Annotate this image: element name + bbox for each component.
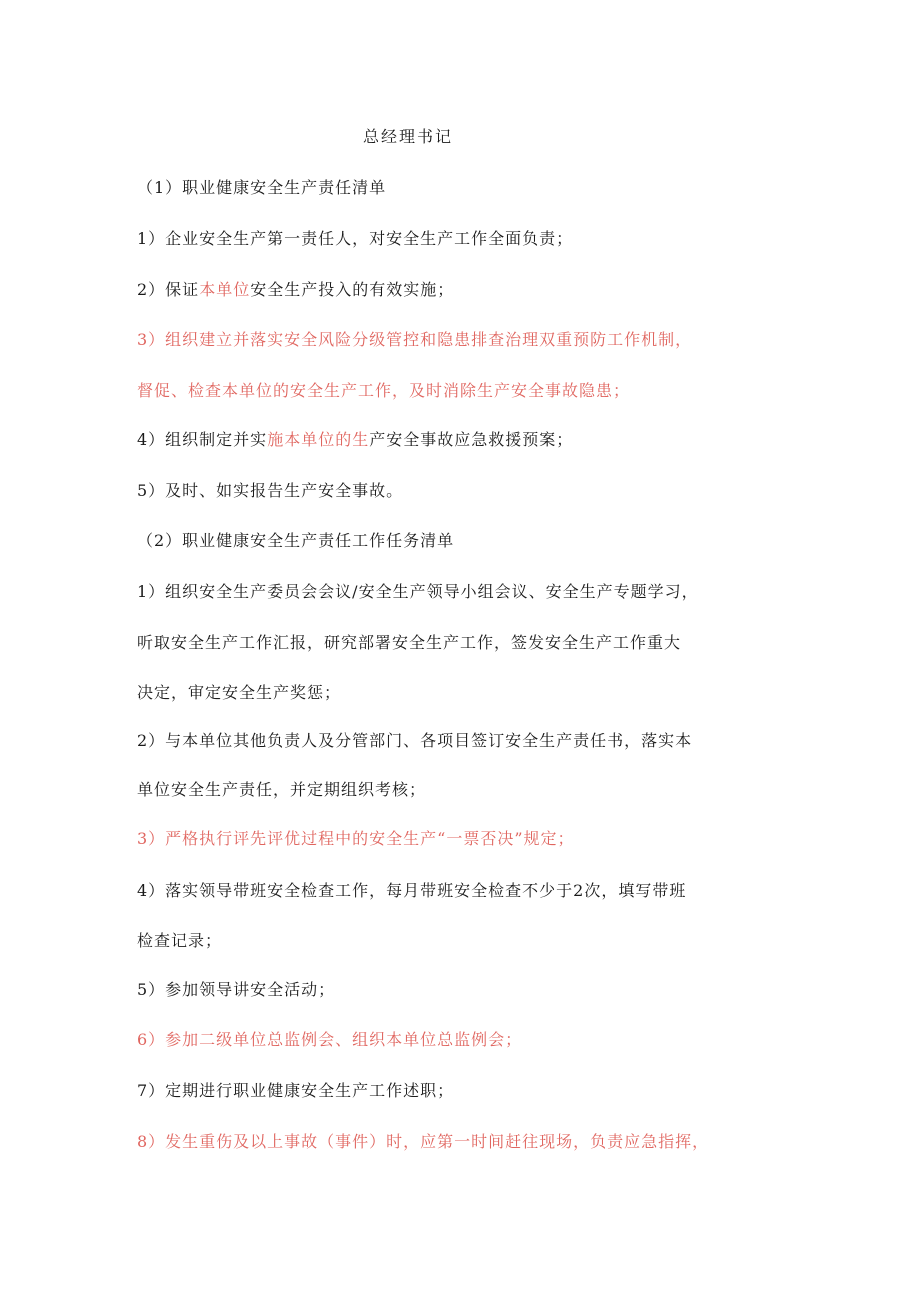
section2-item2-line2: 单位安全生产责任，并定期组织考核； [137,780,427,799]
page-title: 总经理书记 [362,127,453,146]
section2-heading: （2）职业健康安全生产责任工作任务清单 [137,531,455,550]
section2-item1-line1: 1）组织安全生产委员会会议/安全生产领导小组会议、安全生产专题学习， [137,582,699,601]
section1-item2-highlight: 本单位 [199,280,251,299]
section1-item4-prefix: 4）组织制定并实 [137,430,268,449]
section2-item1-line3: 决定，审定安全生产奖惩； [137,683,342,702]
section1-item4-suffix: 产安全事故应急救援预案； [369,430,574,449]
section2-item4-line1: 4）落实领导带班安全检查工作，每月带班安全检查不少于2次，填写带班 [137,881,687,900]
section1-item5: 5）及时、如实报告生产安全事故。 [137,481,404,500]
section2-item5: 5）参加领导讲安全活动； [137,980,336,999]
section2-item2-line1: 2）与本单位其他负责人及分管部门、各项目签订安全生产责任书，落实本 [137,731,693,750]
section2-item6: 6）参加二级单位总监例会、组织本单位总监例会； [137,1030,523,1049]
section1-item4 [137,430,573,450]
section2-item3: 3）严格执行评先评优过程中的安全生产“一票否决”规定； [137,829,575,848]
section1-item2 [137,280,454,300]
section1-item3-line2: 督促、检查本单位的安全生产工作，及时消除生产安全事故隐患； [137,381,631,400]
section1-item1: 1）企业安全生产第一责任人，对安全生产工作全面负责； [137,229,574,248]
section1-item4-highlight: 施本单位的生 [267,430,370,449]
section2-item4-line2: 检查记录； [137,931,223,950]
section1-item3-line1: 3）组织建立并落实安全风险分级管控和隐患排查治理双重预防工作机制， [137,330,693,349]
section2-item1-line2: 听取安全生产工作汇报，研究部署安全生产工作，签发安全生产工作重大 [137,633,682,652]
section1-item2-prefix: 2）保证 [137,280,200,299]
section1-heading: （1）职业健康安全生产责任清单 [137,178,387,197]
section2-item8-line1: 8）发生重伤及以上事故（事件）时，应第一时间赶往现场，负责应急指挥， [137,1132,710,1151]
section2-item7: 7）定期进行职业健康安全生产工作述职； [137,1081,455,1100]
section1-item2-suffix: 安全生产投入的有效实施； [250,280,455,299]
